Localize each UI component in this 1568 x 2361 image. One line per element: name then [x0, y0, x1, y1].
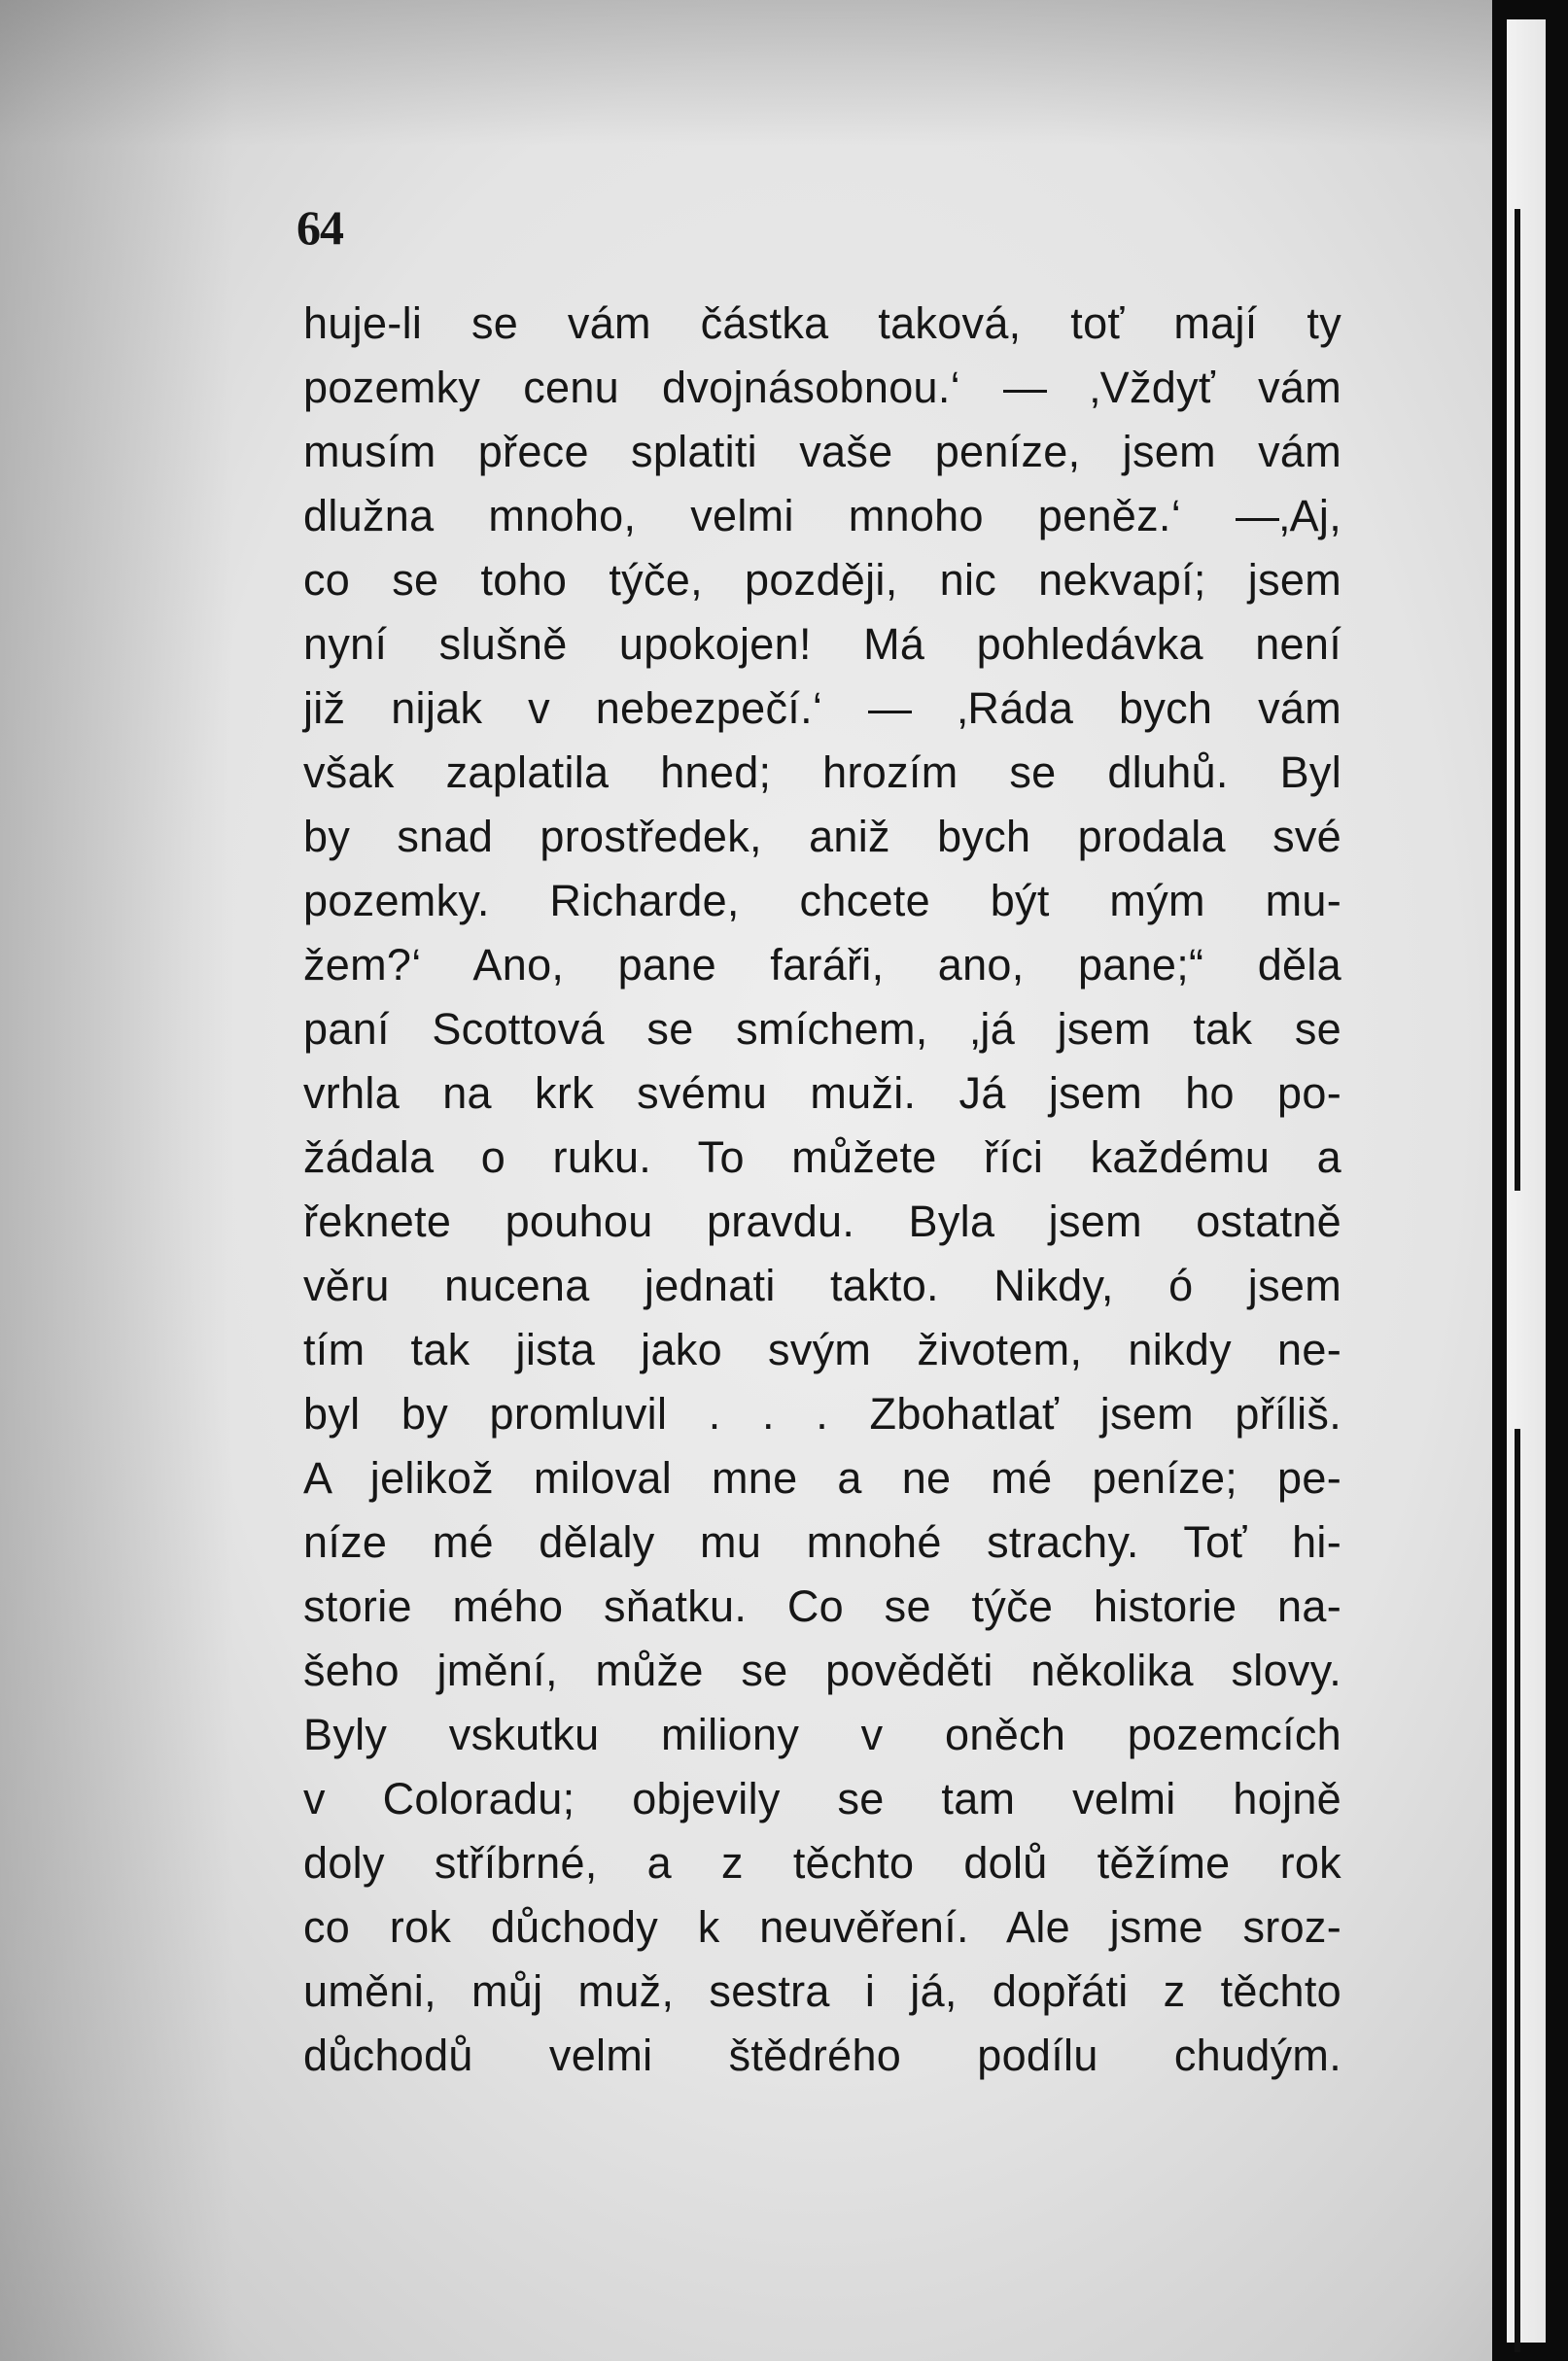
- text-line: co se toho týče, později, nic nekvapí; jsem: [303, 555, 1342, 605]
- text-line: v Coloradu; objevily se tam velmi hojně: [303, 1774, 1342, 1823]
- text-line: paní Scottová se smíchem, ‚já jsem tak se: [303, 1004, 1342, 1054]
- text-line: co rok důchody k neuvěření. Ale jsme sroz-: [303, 1902, 1342, 1952]
- text-line: však zaplatila hned; hrozím se dluhů. Byl: [303, 747, 1342, 797]
- text-line: dlužna mnoho, velmi mnoho peněz.‘ —‚Aj,: [303, 491, 1342, 540]
- text-line: důchodů velmi štědrého podílu chudým.: [303, 2031, 1342, 2080]
- adjacent-page-edge: [1507, 19, 1546, 2343]
- text-line: nyní slušně upokojen! Má pohledávka není: [303, 619, 1342, 669]
- edge-line-top: [1515, 209, 1520, 1191]
- text-line: řeknete pouhou pravdu. Byla jsem ostatně: [303, 1197, 1342, 1246]
- text-line: žádala o ruku. To můžete říci každému a: [303, 1132, 1342, 1182]
- text-line: musím přece splatiti vaše peníze, jsem vám: [303, 427, 1342, 476]
- text-line: Byly vskutku miliony v oněch pozemcích: [303, 1710, 1342, 1759]
- text-line: huje-li se vám částka taková, toť mají ty: [303, 298, 1342, 348]
- text-line: již nijak v nebezpečí.‘ — ‚Ráda bych vám: [303, 683, 1342, 733]
- text-line: žem?‘ Ano, pane faráři, ano, pane;“ děla: [303, 940, 1342, 990]
- text-line: uměni, můj muž, sestra i já, dopřáti z těchto: [303, 1966, 1342, 2016]
- text-line: storie mého sňatku. Co se týče historie na-: [303, 1581, 1342, 1631]
- body-text: [303, 292, 1342, 2088]
- text-line: pozemky cenu dvojnásobnou.‘ — ‚Vždyť vám: [303, 363, 1342, 412]
- text-line: níze mé dělaly mu mnohé strachy. Toť hi-: [303, 1517, 1342, 1567]
- page-number: 64: [296, 200, 343, 255]
- text-line: doly stříbrné, a z těchto dolů těžíme rok: [303, 1838, 1342, 1888]
- text-line: pozemky. Richarde, chcete být mým mu-: [303, 876, 1342, 925]
- edge-line-bottom: [1515, 1429, 1520, 2352]
- text-line: vrhla na krk svému muži. Já jsem ho po-: [303, 1068, 1342, 1118]
- text-line: tím tak jista jako svým životem, nikdy ne-: [303, 1325, 1342, 1374]
- text-line: by snad prostředek, aniž bych prodala své: [303, 812, 1342, 861]
- text-line: šeho jmění, může se pověděti několika slovy.: [303, 1646, 1342, 1695]
- text-line: A jelikož miloval mne a ne mé peníze; pe-: [303, 1453, 1342, 1503]
- text-line: byl by promluvil . . . Zbohatlať jsem příliš.: [303, 1389, 1342, 1439]
- text-line: věru nucena jednati takto. Nikdy, ó jsem: [303, 1261, 1342, 1310]
